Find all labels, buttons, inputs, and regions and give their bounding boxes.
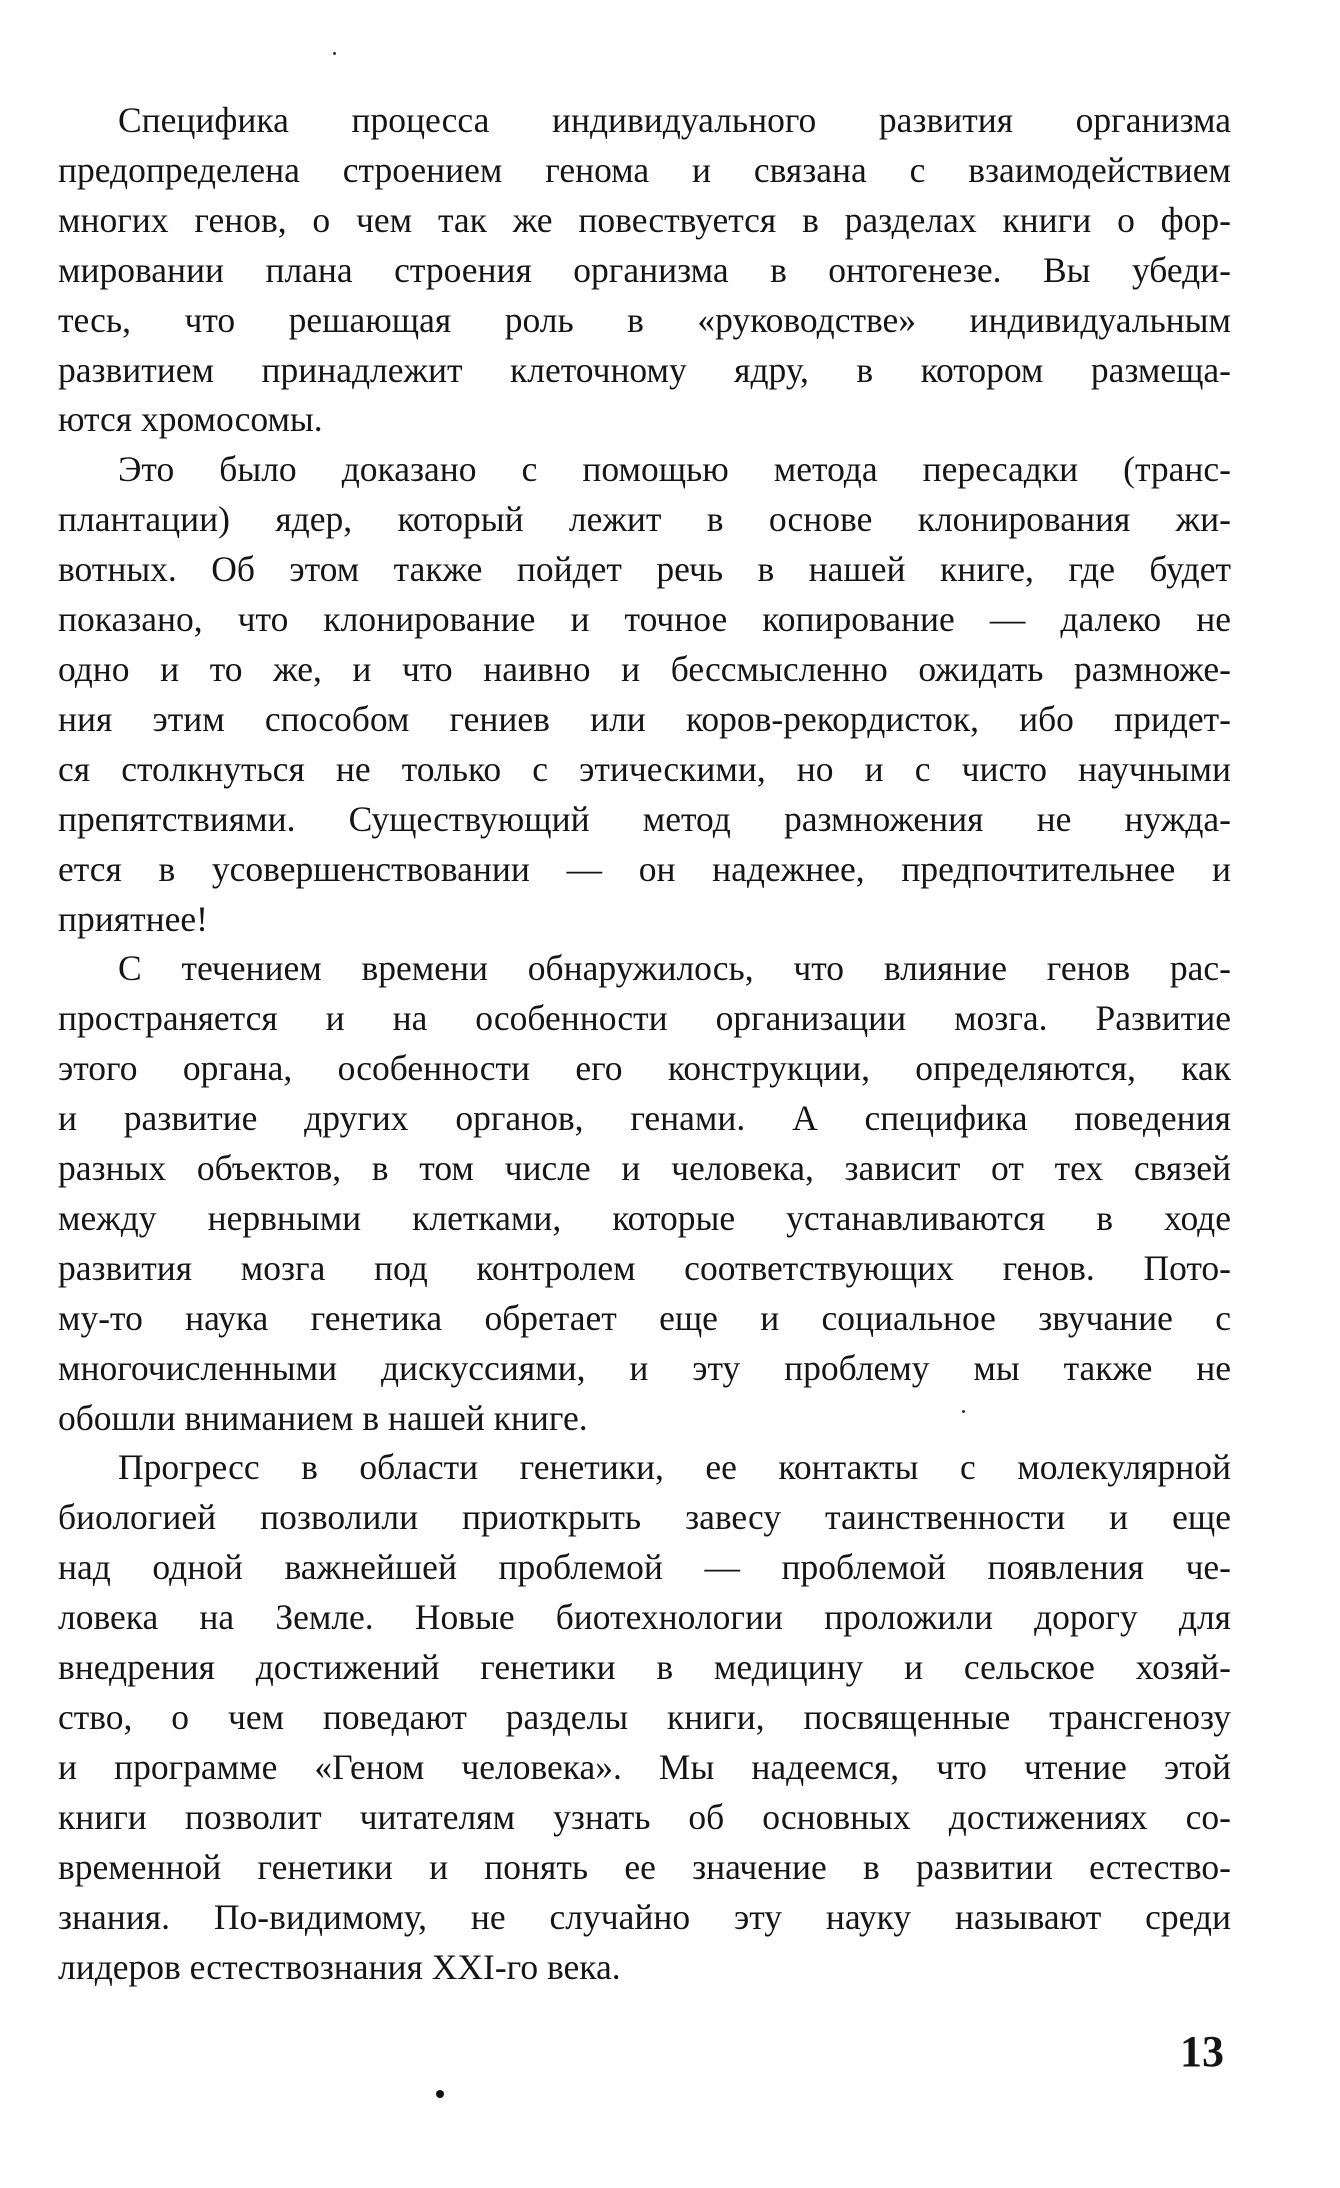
text-line: внедрения достижений генетики в медицину и сельское хозяй- [58,1647,1231,1688]
text-line: между нервными клетками, которые устанавливаются в ходе [58,1197,1231,1238]
text-line: приятнее! [58,898,208,939]
text-line: С течением времени обнаружилось, что влияние генов рас- [118,948,1231,989]
text-line: книги позволит читателям узнать об основных достижениях со- [58,1796,1231,1837]
text-line: и развитие других органов, генами. А специфика поведения [58,1098,1231,1139]
text-line: одно и то же, и что наивно и бессмысленно ожидать размноже- [58,648,1231,689]
text-line: этого органа, особенности его конструкции, определяются, как [58,1048,1231,1089]
scan-speck [333,52,336,55]
text-line: плантации) ядер, который лежит в основе клонирования жи- [58,499,1231,540]
text-line: Специфика процесса индивидуального развития организма [118,100,1231,140]
text-line: ются хромосомы. [58,399,323,440]
text-line: препятствиями. Существующий метод размножения не нужда- [58,798,1231,839]
body-text [58,96,1231,1992]
text-line: лидеров естествознания XXI-го века. [58,1946,621,1987]
text-line: и программе «Геном человека». Мы надеемся, что чтение этой [58,1746,1231,1787]
text-line: показано, что клонирование и точное копирование — далеко не [58,599,1231,640]
scan-speck [962,1410,965,1413]
text-line: многих генов, о чем так же повествуется в разделах книги о фор- [58,199,1231,240]
text-line: ется в усовершенствовании — он надежнее, предпочтительнее и [58,848,1231,889]
text-line: тесь, что решающая роль в «руководстве» индивидуальным [58,299,1231,340]
text-line: многочисленными дискуссиями, и эту проблему мы также не [58,1347,1231,1388]
paragraph [58,1443,1231,1992]
text-line: обошли вниманием в нашей книге. [58,1397,588,1438]
scan-speck [436,2090,444,2098]
text-line: разных объектов, в том числе и человека, зависит от тех связей [58,1148,1231,1189]
paragraph [58,96,1231,445]
text-line: ния этим способом гениев или коров-рекордисток, ибо придет- [58,698,1231,739]
text-line: му-то наука генетика обретает еще и социальное звучание с [58,1297,1231,1338]
text-line: Прогресс в области генетики, ее контакты с молекулярной [118,1447,1231,1488]
text-line: ство, о чем поведают разделы книги, посвященные трансгенозу [58,1697,1231,1737]
text-line: пространяется и на особенности организации мозга. Развитие [58,998,1231,1039]
text-line: ся столкнуться не только с этическими, но и с чисто научными [58,748,1231,789]
text-line: биологией позволили приоткрыть завесу таинственности и еще [58,1497,1231,1538]
text-line: мировании плана строения организма в онтогенезе. Вы убеди- [58,249,1231,290]
text-line: над одной важнейшей проблемой — проблемой появления че- [58,1547,1231,1588]
text-line: знания. По-видимому, не случайно эту науку называют среди [58,1896,1231,1937]
text-line: временной генетики и понять ее значение в развитии естество- [58,1846,1231,1887]
text-line: развитием принадлежит клеточному ядру, в котором размеща- [58,349,1231,390]
text-line: ловека на Земле. Новые биотехнологии проложили дорогу для [58,1597,1231,1638]
page-number: 13 [1180,2027,1224,2076]
paragraph [58,944,1231,1443]
text-line: развития мозга под контролем соответствующих генов. Пото- [58,1247,1231,1288]
text-line: предопределена строением генома и связана с взаимодействием [58,149,1231,190]
text-line: вотных. Об этом также пойдет речь в нашей книге, где будет [58,549,1231,590]
text-line: Это было доказано с помощью метода пересадки (транс- [118,449,1231,490]
paragraph [58,445,1231,944]
